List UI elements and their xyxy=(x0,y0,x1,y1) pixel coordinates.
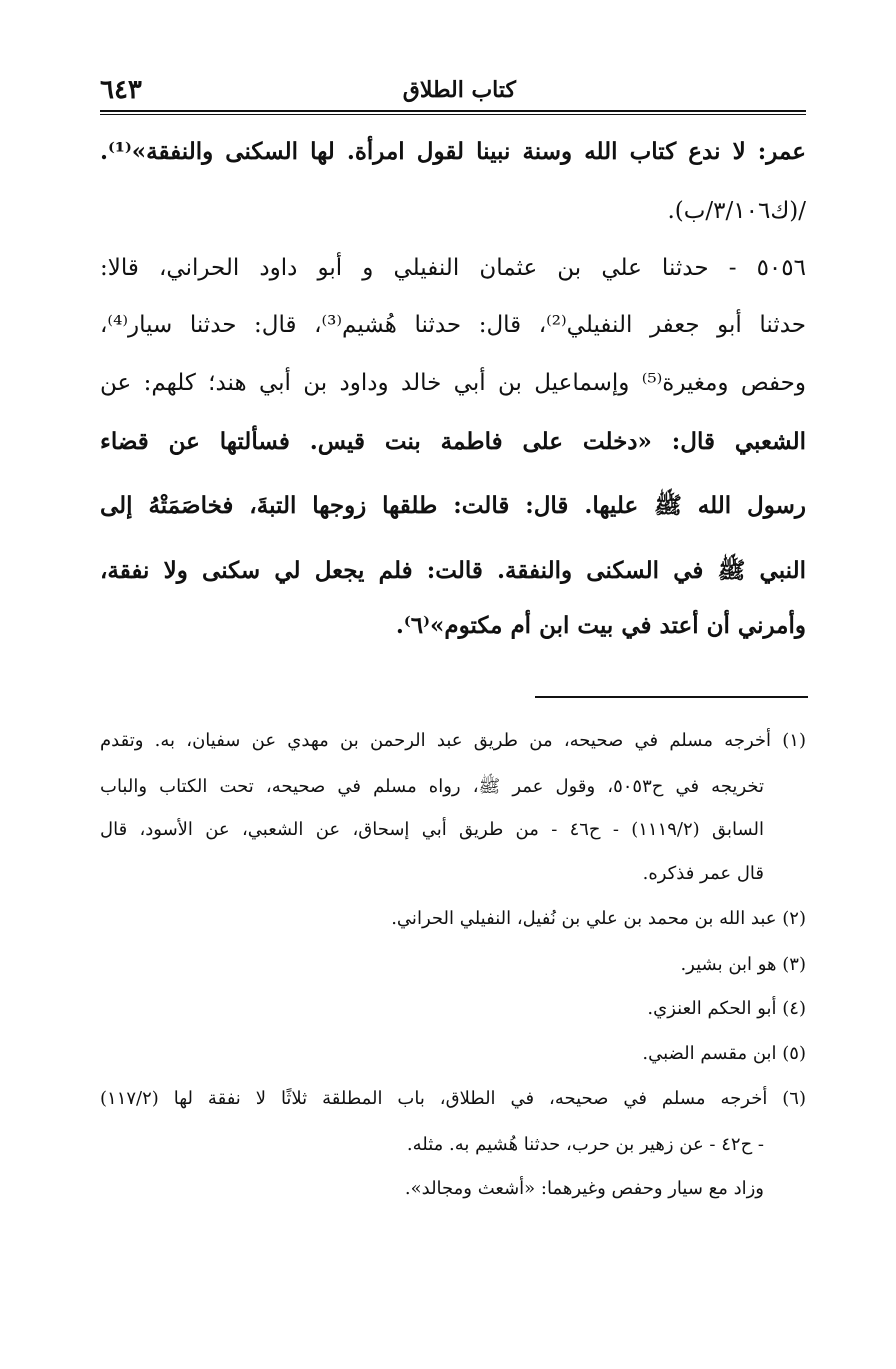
footnote-4: (٤) أبو الحكم العنزي. xyxy=(647,998,806,1019)
footnote-5: (٥) ابن مقسم الضبي. xyxy=(642,1043,806,1064)
page-number: ٦٤٣ xyxy=(100,75,142,105)
footnote-separator xyxy=(535,696,808,698)
footnote-2: (٢) عبد الله بن محمد بن علي بن نُفيل، النفيلي الحراني. xyxy=(391,908,806,929)
footnote-1-line-1: (١) أخرجه مسلم في صحيحه، من طريق عبد الرحمن بن مهدي عن سفيان، به. وتقدم xyxy=(100,730,806,751)
main-line-9: وأمرني أن أعتد في بيت ابن أم مكتوم»⁽٦⁾. xyxy=(395,612,806,639)
main-line-2: /(ك٣/١٠٦/ب). xyxy=(667,198,806,224)
chapter-title: كتاب الطلاق xyxy=(402,77,516,103)
hadith-number-line: ٥٠٥٦ - حدثنا علي بن عثمان النفيلي و أبو داود الحراني، قالا: xyxy=(100,255,806,281)
header-rule-thin xyxy=(100,114,806,115)
footnote-1-line-3: السابق (١١١٩/٢) - ح٤٦ - من طريق أبي إسحاق، عن الشعبي، عن الأسود، قال xyxy=(100,819,765,840)
footnote-1-line-4: قال عمر فذكره. xyxy=(642,863,764,884)
running-header xyxy=(100,75,806,109)
footnote-6-line-3: وزاد مع سيار وحفص وغيرهما: «أشعث ومجالد». xyxy=(404,1178,764,1199)
main-line-6: الشعبي قال: «دخلت على فاطمة بنت قيس. فسألتها عن قضاء xyxy=(100,428,806,455)
footnote-6-line-2: - ح٤٢ - عن زهير بن حرب، حدثنا هُشيم به. مثله. xyxy=(406,1134,764,1155)
header-rule xyxy=(100,110,806,112)
footnote-1-line-2: تخريجه في ح٥٠٥٣، وقول عمر ﷺ، رواه مسلم في صحيحه، تحت الكتاب والباب xyxy=(100,776,765,797)
footnote-3: (٣) هو ابن بشير. xyxy=(680,954,806,975)
footnote-6-line-1: (٦) أخرجه مسلم في صحيحه، في الطلاق، باب المطلقة ثلاثًا لا نفقة لها (١١٧/٢) xyxy=(100,1088,806,1109)
main-line-8: النبي ﷺ في السكنى والنفقة. قالت: فلم يجعل لي سكنى ولا نفقة، xyxy=(100,557,806,584)
main-line-5: وحفص ومغيرة⁽⁵⁾ وإسماعيل بن أبي خالد وداود بن أبي هند؛ كلهم: عن xyxy=(100,370,806,396)
main-line-1: عمر: لا ندع كتاب الله وسنة نبينا لقول امرأة. لها السكنى والنفقة»⁽¹⁾. xyxy=(100,138,806,165)
main-line-4: حدثنا أبو جعفر النفيلي⁽²⁾، قال: حدثنا هُشيم⁽³⁾، قال: حدثنا سيار⁽⁴⁾، xyxy=(100,312,807,338)
main-line-7: رسول الله ﷺ عليها. قال: قالت: طلقها زوجها التبةَ، فخاصَمَتْهُ إلى xyxy=(100,492,806,519)
